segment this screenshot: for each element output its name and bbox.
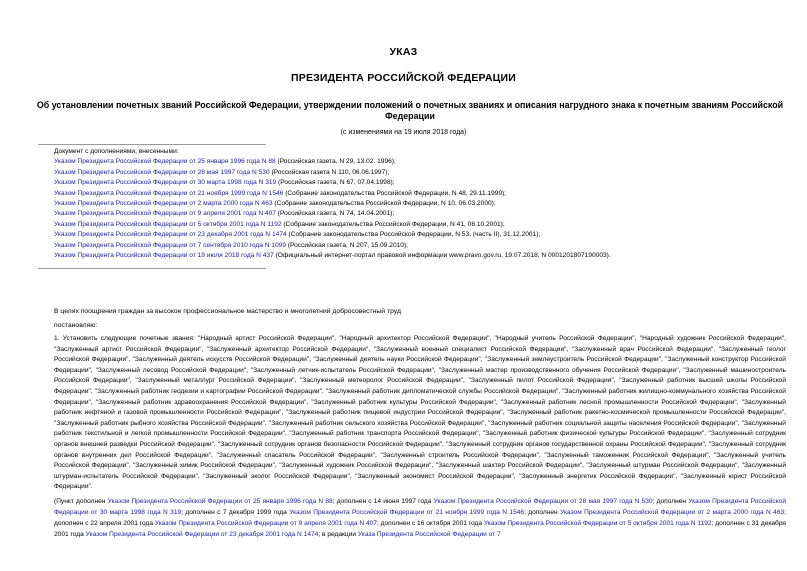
changes-note: (с изменениями на 19 июля 2018 года): [340, 129, 467, 136]
amendments-list: [54, 147, 754, 261]
amendment-item: [54, 199, 754, 209]
amendment-source: (Собрание законодательства Российской Федерации, N 48, 29.11.1999);: [283, 189, 507, 197]
amendment-link[interactable]: Указом Президента Российской Федерации от 30 марта 1998 года N 319: [54, 179, 277, 187]
amendment-source: (Российская газета, N 29, 13.02. 1996);: [275, 158, 396, 166]
amendment-source: (Российская газета N 110, 06.06.1997);: [269, 168, 390, 176]
note-text: ; дополнен: [652, 498, 689, 505]
amendments-bottom-rule: [38, 268, 266, 269]
issuer-title: ПРЕЗИДЕНТА РОССИЙСКОЙ ФЕДЕРАЦИИ: [291, 72, 516, 84]
amendment-item: [54, 178, 754, 188]
amendment-item: [54, 241, 754, 251]
note-text: ; дополнен с 16 октября 2001 года: [376, 519, 484, 527]
note-text: ; дополнен с 14 июня 1997 года: [332, 498, 434, 505]
note-link[interactable]: Указом Президента Российской Федерации от 5 октября 2001 года N 1192: [483, 519, 712, 527]
amendment-source: (Российская газета, N 74, 14.04.2001);: [275, 210, 395, 218]
amendments-top-rule: [38, 144, 266, 145]
note-link[interactable]: Указа Президента Российской Федерации от 7: [357, 530, 501, 538]
amendment-source: (Российская газета, N 207, 15.09.2010);: [286, 241, 408, 249]
amendment-link[interactable]: Указом Президента Российской Федерации от 19 июля 2018 года N 437: [54, 252, 274, 260]
amendment-source: (Собрание законодательства Российской Федерации, N 41, 08.10.2001);: [281, 220, 505, 228]
amendment-source: (Собрание законодательства Российской Федерации, N 10, 06.03.2000);: [272, 200, 496, 208]
amendment-link[interactable]: Указом Президента Российской Федерации от 5 октября 2001 года N 1192: [54, 220, 282, 228]
note-text: ; дополнен с 7 декабря 1999 года: [181, 508, 290, 516]
clause-note: [54, 497, 786, 541]
amendment-link[interactable]: Указом Президента Российской Федерации от 21 ноября 1999 года N 1546: [54, 189, 284, 197]
amendment-item: [54, 220, 754, 230]
doc-type-title: УКАЗ: [389, 46, 418, 58]
note-text: ; дополнен с 22 апреля 2001 года: [54, 508, 786, 527]
note-link[interactable]: Указом Президента Российской Федерации от 25 января 1996 года N 88: [107, 498, 333, 505]
note-link[interactable]: Указом Президента Российской Федерации от 30 марта 1998 года N 319: [54, 498, 787, 516]
note-text: ; дополнен с 31 декабря 2001 года: [54, 519, 787, 538]
amendment-link[interactable]: Указом Президента Российской Федерации от 25 января 1996 года N 88: [54, 158, 276, 166]
amendment-item: [54, 168, 754, 178]
decree-subject: Об установлении почетных званий Российской Федерации, утверждении положений о почетных званиях и описания нагрудного знака к почетным званиям Российской Федерации: [36, 100, 784, 121]
decree-word: постановляю:: [54, 322, 98, 329]
amendment-link[interactable]: Указом Президента Российской Федерации от 2 марта 2000 года N 463: [54, 200, 273, 208]
note-link[interactable]: Указом Президента Российской Федерации от 21 ноября 1999 года N 1546: [289, 508, 525, 516]
clause-1: 1. Установить следующие почетные звания: "Народный артист Российской Федерации", "Народный архитектор Российской Федерации", "Народный учитель Российской Федерации", "Народный художник Российской Федерации", "Заслуженный артист Российской Федерации", "Заслуженный архитектор Российской Федерации", "Заслуженный военный специалист Российской Федерации", "Заслуженный врач Российской Федерации", "Заслуженный геолог Российской Федерации", "Заслуженный деятель искусств Российской Федерации", "Заслуженный деятель науки Российской Федерации", "Заслуженный землеустроитель Российской Федерации", "Заслуженный конструктор Российской Федерации", "Заслуженный лесовод Российской Федерации", "Заслуженный летчик-испытатель Российской Федерации", "Заслуженный мастер производственного обучения Российской Федерации", "Заслуженный машиностроитель Российской Федерации", "Заслуженный металлург Российской Федерации", "Заслуженный метеоролог Российской Федерации", "Заслуженный пилот Российской Федерации", "Заслуженный работник высшей школы Российской Федерации", "Заслуженный работник геодезии и картографии Российской Федерации", "Заслуженный работник дипломатической службы Российской Федерации", "Заслуженный работник жилищно-коммунального хозяйства Российской Федерации", "Заслуженный работник здравоохранения Российской Федерации", "Заслуженный работник культуры Российской Федерации", "Заслуженный работник лесной промышленности Российской Федерации", "Заслуженный работник нефтяной и газовой промышленности Российской Федерации", "Заслуженный работник пищевой индустрии Российской Федерации", "Заслуженный работник ракетно-космической промышленности Российской Федерации", "Заслуженный работник рыбного хозяйства Российской Федерации", "Заслуженный работник сельского хозяйства Российской Федерации", "Заслуженный работник социальной защиты населения Российской Федерации", "Заслуженный работник текстильной и легкой промышленности Российской Федерации", "Заслуженный работник транспорта Российской Федерации", "Заслуженный работник физической культуры Российской Федерации", "Заслуженный сотрудник органов внешней разведки Российской Федерации", "Заслуженный сотрудник органов безопасности Российской Федерации", "Заслуженный сотрудник органов государственной охраны Российской Федерации", "Заслуженный сотрудник органов внутренних дел Российской Федерации", "Заслуженный спасатель Российской Федерации", "Заслуженный строитель Российской Федерации", "Заслуженный таможенник Российской Федерации", "Заслуженный учитель Российской Федерации", "Заслуженный химик Российской Федерации", "Заслуженный художник Российской Федерации", "Заслуженный шахтер Российской Федерации", "Заслуженный штурман Российской Федерации", "Заслуженный штурман-испытатель Российской Федерации", "Заслуженный эколог Российской Федерации", "Заслуженный экономист Российской Федерации", "Заслуженный энергетик Российской Федерации", "Заслуженный юрист Российской Федерации".: [54, 335, 786, 491]
amendment-item: [54, 209, 754, 219]
note-text: (Пункт дополнен: [54, 498, 108, 505]
preamble: В целях поощрения граждан за высокое профессиональное мастерство и многолетний добросовестный труд: [54, 308, 401, 315]
amendment-link[interactable]: Указом Президента Российской Федерации от 7 сентября 2010 года N 1099: [54, 241, 286, 249]
amendment-source: (Официальный интернет-портал правовой информации www.pravo.gov.ru, 19.07.2018, N 0001201807190003).: [273, 252, 611, 260]
amendments-intro: Документ с дополнениями, внесенными:: [54, 148, 179, 155]
note-text: ; дополнен: [524, 508, 561, 516]
amendment-link[interactable]: Указом Президента Российской Федерации от 23 декабря 2001 года N 1474: [54, 231, 287, 239]
note-link[interactable]: Указом Президента Российской Федерации от 9 апреля 2001 года N 407: [154, 519, 377, 527]
note-link[interactable]: Указом Президента Российской Федерации от 28 мая 1997 года N 530: [433, 498, 653, 505]
amendment-item: [54, 157, 754, 167]
note-link[interactable]: Указом Президента Российской Федерации от 23 декабря 2001 года N 1474: [85, 530, 319, 538]
amendment-item: [54, 189, 754, 199]
note-link[interactable]: Указом Президента Российской Федерации от 2 марта 2000 года N 463: [560, 508, 785, 516]
amendment-source: (Российская газета, N 67, 07.04.1998);: [276, 179, 395, 187]
amendment-item: [54, 230, 754, 240]
amendment-link[interactable]: Указом Президента Российской Федерации от 9 апреля 2001 года N 407: [54, 210, 276, 218]
amendment-link[interactable]: Указом Президента Российской Федерации от 28 мая 1997 года N 530: [54, 168, 270, 176]
amendment-item: [54, 251, 754, 261]
amendment-source: (Собрание законодательства Российской Федерации, N 53, (часть II), 31.12.2001);: [286, 231, 541, 239]
note-text: ; в редакции: [318, 530, 358, 538]
